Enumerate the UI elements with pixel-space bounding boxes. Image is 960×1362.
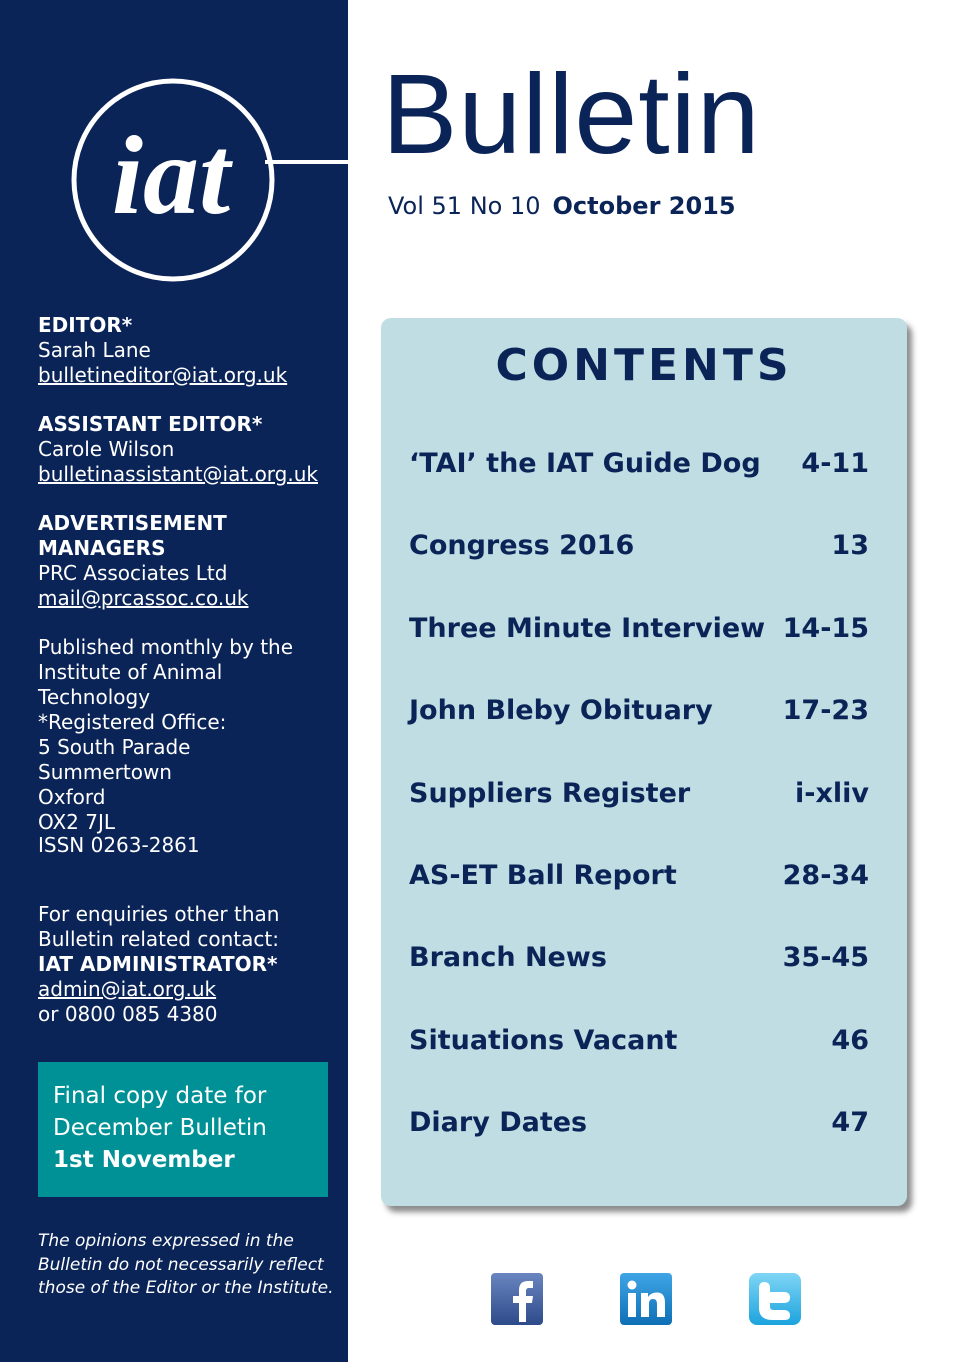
assistant-name: Carole Wilson (38, 437, 175, 461)
editor-block (38, 313, 338, 388)
ads-heading-line-2: MANAGERS (38, 536, 166, 560)
ads-heading-line-1: ADVERTISEMENT (38, 511, 227, 535)
address-line-3: Oxford (38, 785, 106, 809)
logo-connector-line (265, 160, 348, 164)
issue-info (388, 192, 736, 220)
editor-name: Sarah Lane (38, 338, 151, 362)
enquiries-line-1: For enquiries other than (38, 902, 280, 926)
toc-item[interactable] (409, 942, 869, 982)
address-line-2: Summertown (38, 760, 172, 784)
disclaimer: The opinions expressed in the Bulletin do not necessarily reflect those of the Editor or the Institute. (38, 1231, 334, 1298)
editor-heading: EDITOR* (38, 313, 133, 337)
publisher-block (38, 635, 338, 835)
admin-heading: IAT ADMINISTRATOR* (38, 952, 278, 976)
copy-date-box (38, 1062, 328, 1197)
page-title: Bulletin (382, 51, 761, 177)
admin-email-link[interactable]: admin@iat.org.uk (38, 977, 217, 1001)
editor-email-link[interactable]: bulletineditor@iat.org.uk (38, 363, 288, 387)
iat-logo (68, 75, 278, 285)
toc-item-title: Diary Dates (409, 1107, 588, 1138)
issue-date: October 2015 (552, 192, 736, 220)
toc-item-title: Suppliers Register (409, 778, 691, 809)
copy-date-line-1: Final copy date for (53, 1083, 267, 1109)
assistant-editor-block (38, 412, 338, 487)
toc-item[interactable] (409, 695, 869, 735)
contents-heading: CONTENTS (495, 340, 793, 391)
enquiries-line-2: Bulletin related contact: (38, 927, 279, 951)
published-line-1: Published monthly by the (38, 635, 294, 659)
assistant-email-link[interactable]: bulletinassistant@iat.org.uk (38, 462, 318, 486)
toc-item-title: AS-ET Ball Report (409, 860, 677, 891)
address-line-4: OX2 7JL (38, 810, 116, 834)
toc-item-title: Three Minute Interview (409, 613, 766, 644)
advertisement-block (38, 511, 338, 611)
assistant-heading: ASSISTANT EDITOR* (38, 412, 263, 436)
published-line-2: Institute of Animal Technology (38, 660, 223, 709)
registered-office: *Registered Office: (38, 710, 227, 734)
facebook-icon[interactable] (490, 1272, 544, 1326)
copy-date-deadline: 1st November (53, 1147, 235, 1173)
toc-item-pages: 46 (831, 1025, 869, 1056)
issn (38, 833, 338, 858)
toc-item-pages: 14-15 (782, 613, 869, 644)
toc-item-title: ‘TAI’ the IAT Guide Dog (409, 448, 761, 479)
toc-item-title: John Bleby Obituary (409, 695, 713, 726)
logo-text: iat (111, 114, 231, 238)
toc-item[interactable] (409, 530, 869, 570)
toc-item-title: Congress 2016 (409, 530, 635, 561)
copy-date-line-2: December Bulletin (53, 1115, 267, 1141)
toc-item-pages: i-xliv (795, 778, 869, 809)
admin-phone: or 0800 085 4380 (38, 1002, 218, 1026)
address-line-1: 5 South Parade (38, 735, 191, 759)
sidebar (0, 0, 348, 1362)
toc-item[interactable] (409, 613, 869, 653)
toc-item-pages: 35-45 (782, 942, 869, 973)
toc-item-pages: 13 (831, 530, 869, 561)
toc-item-title: Branch News (409, 942, 607, 973)
toc-item[interactable] (409, 860, 869, 900)
enquiries-block (38, 902, 338, 1027)
toc-item[interactable] (409, 778, 869, 818)
issn-text: ISSN 0263-2861 (38, 833, 200, 857)
toc-item-pages: 4-11 (801, 448, 869, 479)
linkedin-icon[interactable] (619, 1272, 673, 1326)
toc-item-pages: 47 (831, 1107, 869, 1138)
volume-number: Vol 51 No 10 (388, 192, 541, 220)
toc-item-pages: 28-34 (782, 860, 869, 891)
toc-item[interactable] (409, 1107, 869, 1147)
ads-email-link[interactable]: mail@prcassoc.co.uk (38, 586, 249, 610)
toc-item[interactable] (409, 1025, 869, 1065)
toc-item-pages: 17-23 (782, 695, 869, 726)
toc-item[interactable] (409, 448, 869, 488)
ads-company: PRC Associates Ltd (38, 561, 228, 585)
twitter-icon[interactable] (748, 1272, 802, 1326)
toc-item-title: Situations Vacant (409, 1025, 678, 1056)
